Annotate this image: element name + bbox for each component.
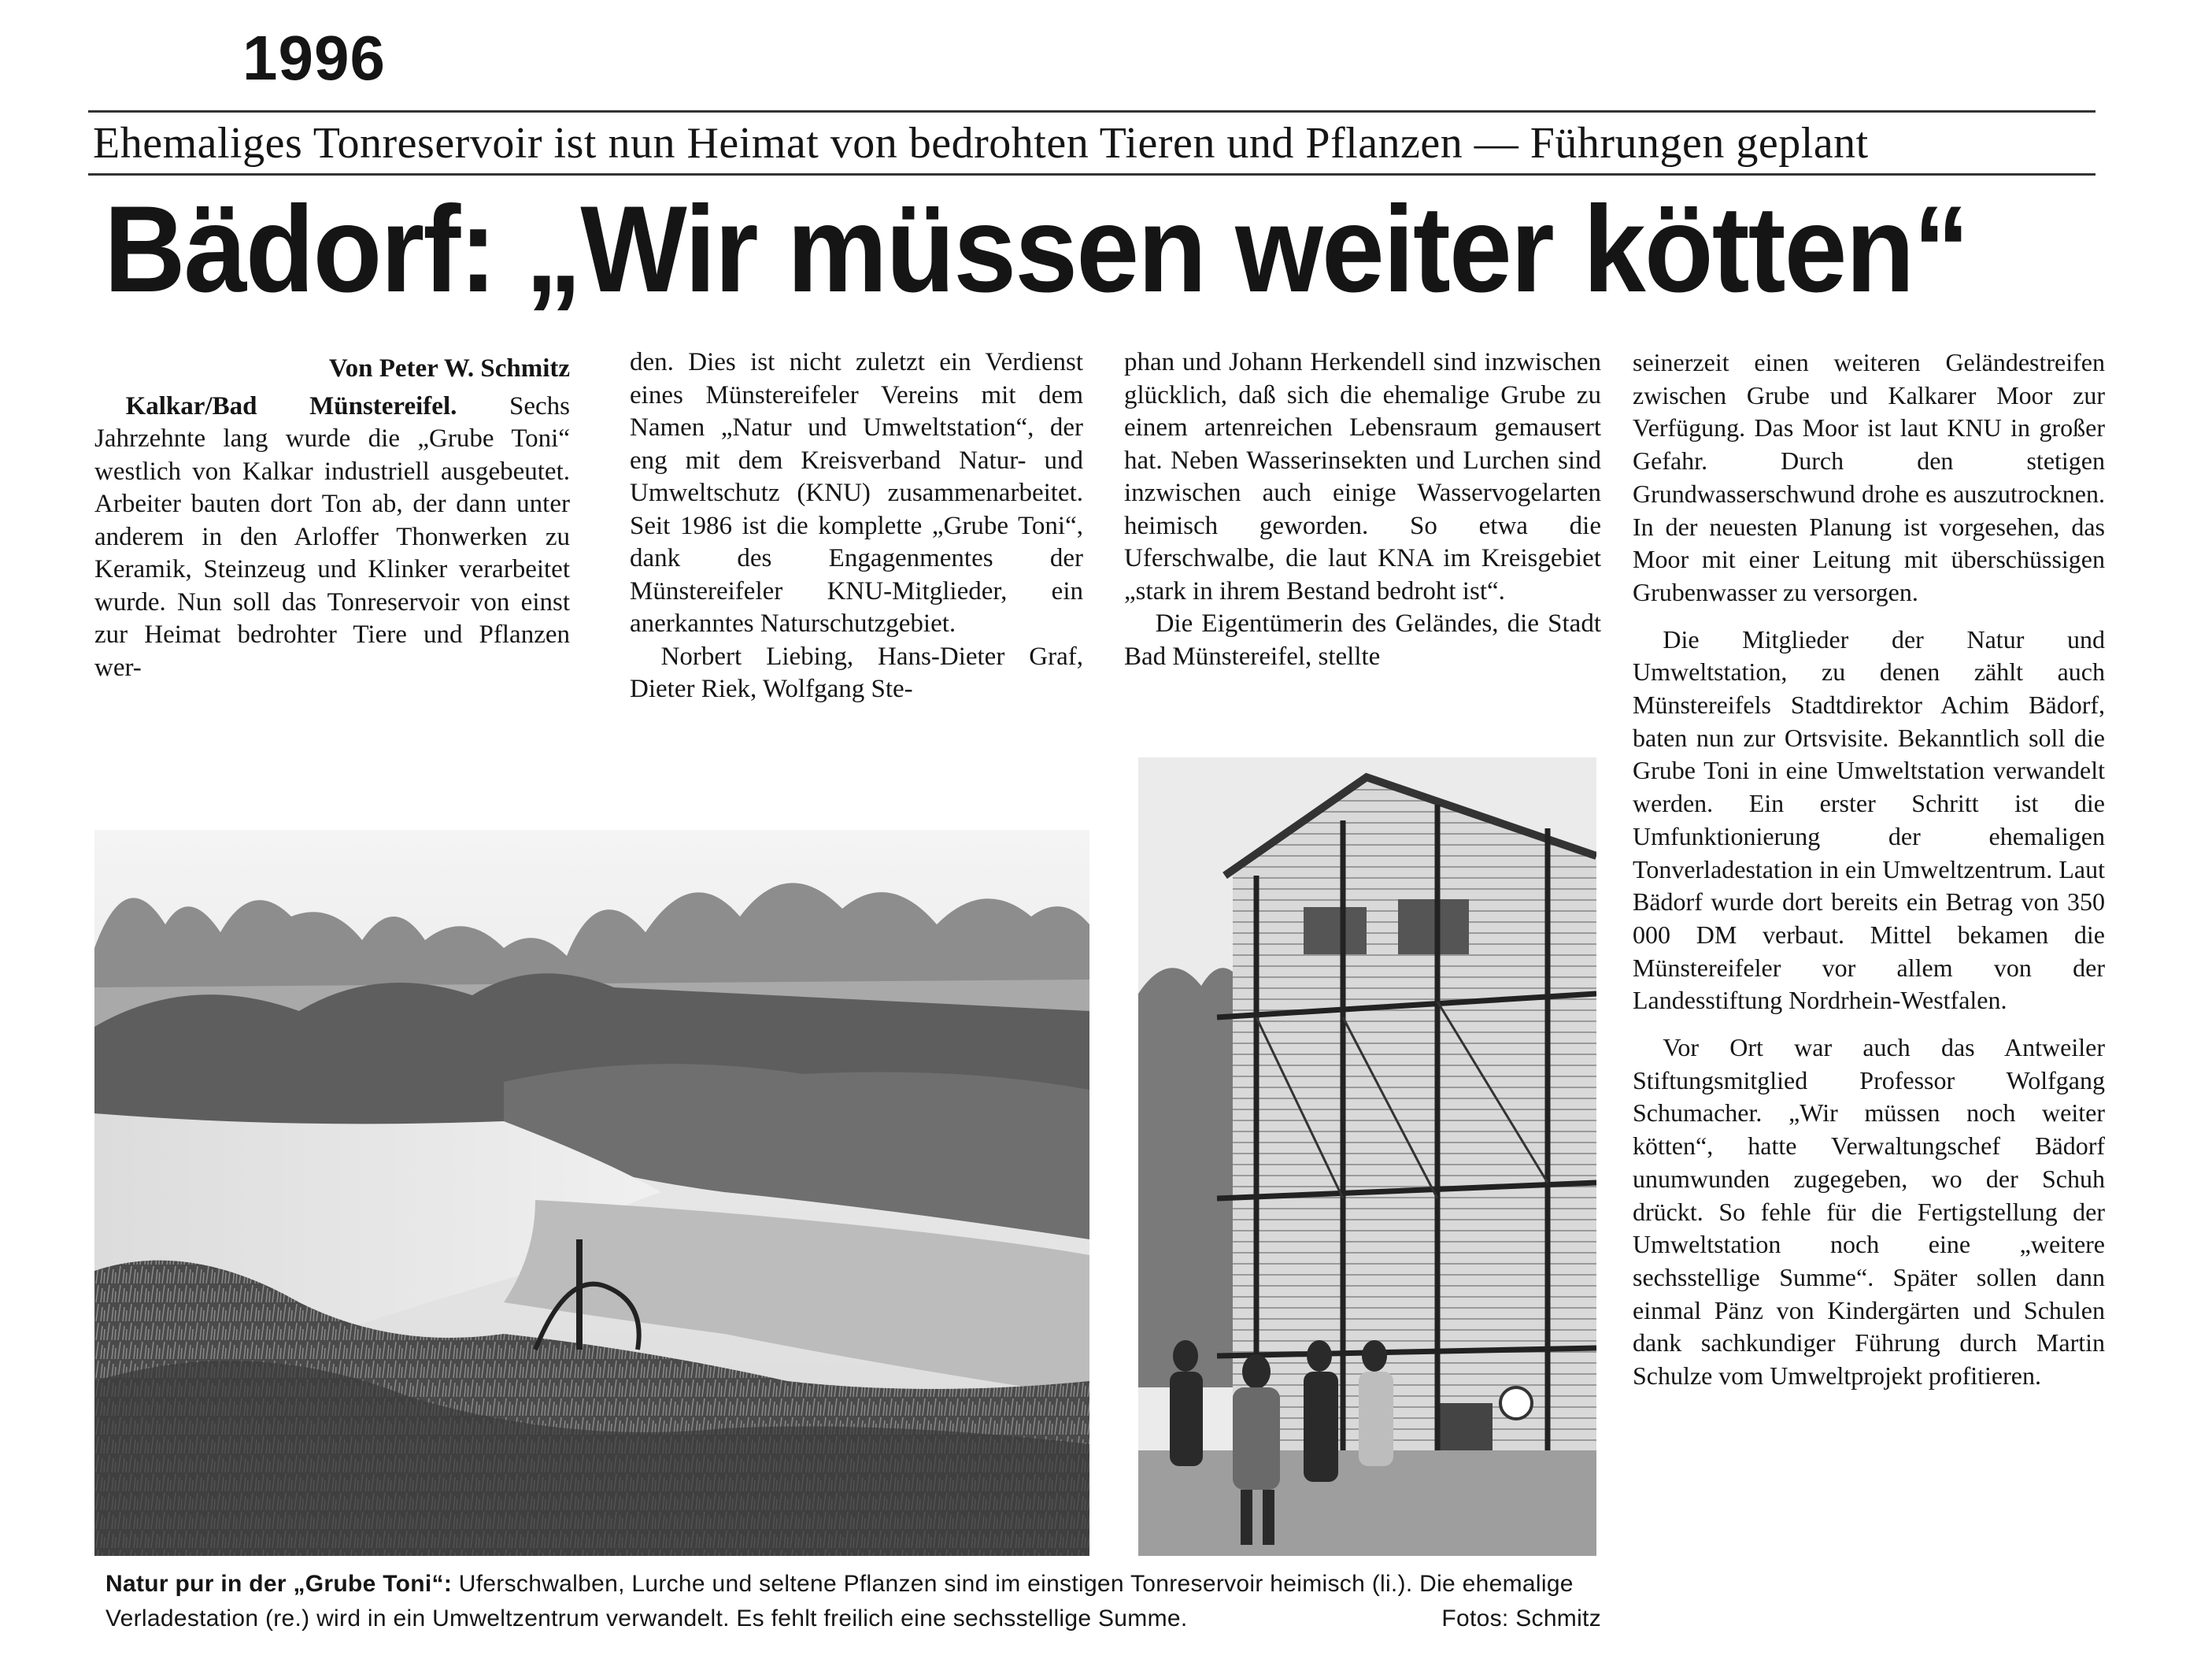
column-3-paragraph-1: phan und Johann Herkendell sind inzwischen glücklich, daß sich die ehemalige Grube zu einem artenreichen Lebensraum gemausert hat. Neben Wasserinsekten und Lurchen sind inzwischen auch einige Wasservogelarten heimisch geworden. So etwa die Uferschwalbe, die laut KNA im Kreisgebiet „stark in ihrem Bestand bedroht ist“. xyxy=(1124,348,1601,606)
article-column-2 xyxy=(630,346,1083,740)
column-4-paragraph-2: Die Mitglieder der Natur und Umweltstation, zu denen zählt auch Münstereifels Stadtdirektor Achim Bädorf, baten nun zur Ortsvisite. Bekanntlich soll die Grube Toni in eine Umweltstation verwandelt werden. Ein erster Schritt ist die Umfunktionierung der ehemaligen Tonverladestation in ein Umweltzentrum. Laut Bädorf wurde dort bereits ein Betrag von 350 000 DM verbaut. Mittel bekamen die Münstereifeler vor allem von der Landesstiftung Nordrhein-Westfalen. xyxy=(1633,624,2105,1015)
article-column-4 xyxy=(1633,346,2105,1638)
headline: Bädorf: „Wir müssen weiter kötten“ xyxy=(104,181,1969,318)
caption-lead: Natur pur in der „Grube Toni“: xyxy=(105,1571,453,1597)
subheadline-rule xyxy=(88,173,2095,176)
photo-credit: Fotos: Schmitz xyxy=(1441,1605,1601,1631)
column-1-text: Sechs Jahrzehnte lang wurde die „Grube Toni“ westlich von Kalkar industriell ausgebeutet. Arbeiter bauten dort Ton ab, der dann unter anderem in den Arloffer Thonwerken zu Keramik, Steinzeug und Klinker verarbeitet wurde. Nun soll das Tonreservoir von einst zur Heimat bedrohter Tiere und Pflanzen wer- xyxy=(94,391,570,682)
subheadline: Ehemaliges Tonreservoir ist nun Heimat von bedrohten Tieren und Pflanzen — Führungen geplant xyxy=(93,119,1869,168)
year-label: 1996 xyxy=(242,23,386,93)
pond-photo xyxy=(94,830,1089,1556)
station-photo xyxy=(1138,757,1596,1556)
article-column-3 xyxy=(1124,346,1601,740)
column-4-paragraph-3: Vor Ort war auch das Antweiler Stiftungsmitglied Professor Wolfgang Schumacher. „Wir müssen noch weiter kötten“, hatte Verwaltungschef Bädorf unumwunden zugegeben, wo der Schuh drückt. So fehle für die Fertigstellung der Umweltstation noch eine „weitere sechsstellige Summe“. Später sollen dann einmal Pänz von Kindergärten und Schulen dank sachkundiger Führung durch Martin Schulze vom Umweltprojekt profitieren. xyxy=(1633,1033,2105,1391)
caption-text: Uferschwalben, Lurche und seltene Pflanzen sind im einstigen Tonreservoir heimisch (li.). Die ehemalige Verladestation (re.) wird in ein Umweltzentrum verwandelt. Es fehlt freilich eine sechsstellige Summe. xyxy=(105,1571,1574,1631)
column-4-paragraph-1: seinerzeit einen weiteren Geländestreifen zwischen Grube und Kalkarer Moor zur Verfügung. Das Moor ist laut KNU in großer Gefahr. Durch den stetigen Grundwasserschwund drohe es auszutrocknen. In der neuesten Planung ist vorgesehen, das Moor mit einer Leitung mit überschüssigen Grubenwasser zu versorgen. xyxy=(1633,348,2105,606)
column-2-paragraph-2: Norbert Liebing, Hans-Dieter Graf, Dieter Riek, Wolfgang Ste- xyxy=(630,642,1083,703)
column-2-paragraph-1: den. Dies ist nicht zuletzt ein Verdienst eines Münstereifeler Vereins mit dem Namen „Natur und Umweltstation“, der eng mit dem Kreisverband Natur- und Umweltschutz (KNU) zusammenarbeitet. Seit 1986 ist die komplette „Grube Toni“, dank des Engagenmentes der Münstereifeler KNU-Mitglieder, ein anerkanntes Naturschutzgebiet. xyxy=(630,348,1083,638)
article-column-1 xyxy=(94,353,570,739)
photo-caption xyxy=(105,1567,1601,1636)
byline: Von Peter W. Schmitz xyxy=(328,354,570,383)
dateline: Kalkar/Bad Münstereifel. xyxy=(125,391,457,420)
column-3-paragraph-2: Die Eigentümerin des Geländes, die Stadt Bad Münstereifel, stellte xyxy=(1124,609,1601,671)
top-rule xyxy=(88,110,2095,113)
